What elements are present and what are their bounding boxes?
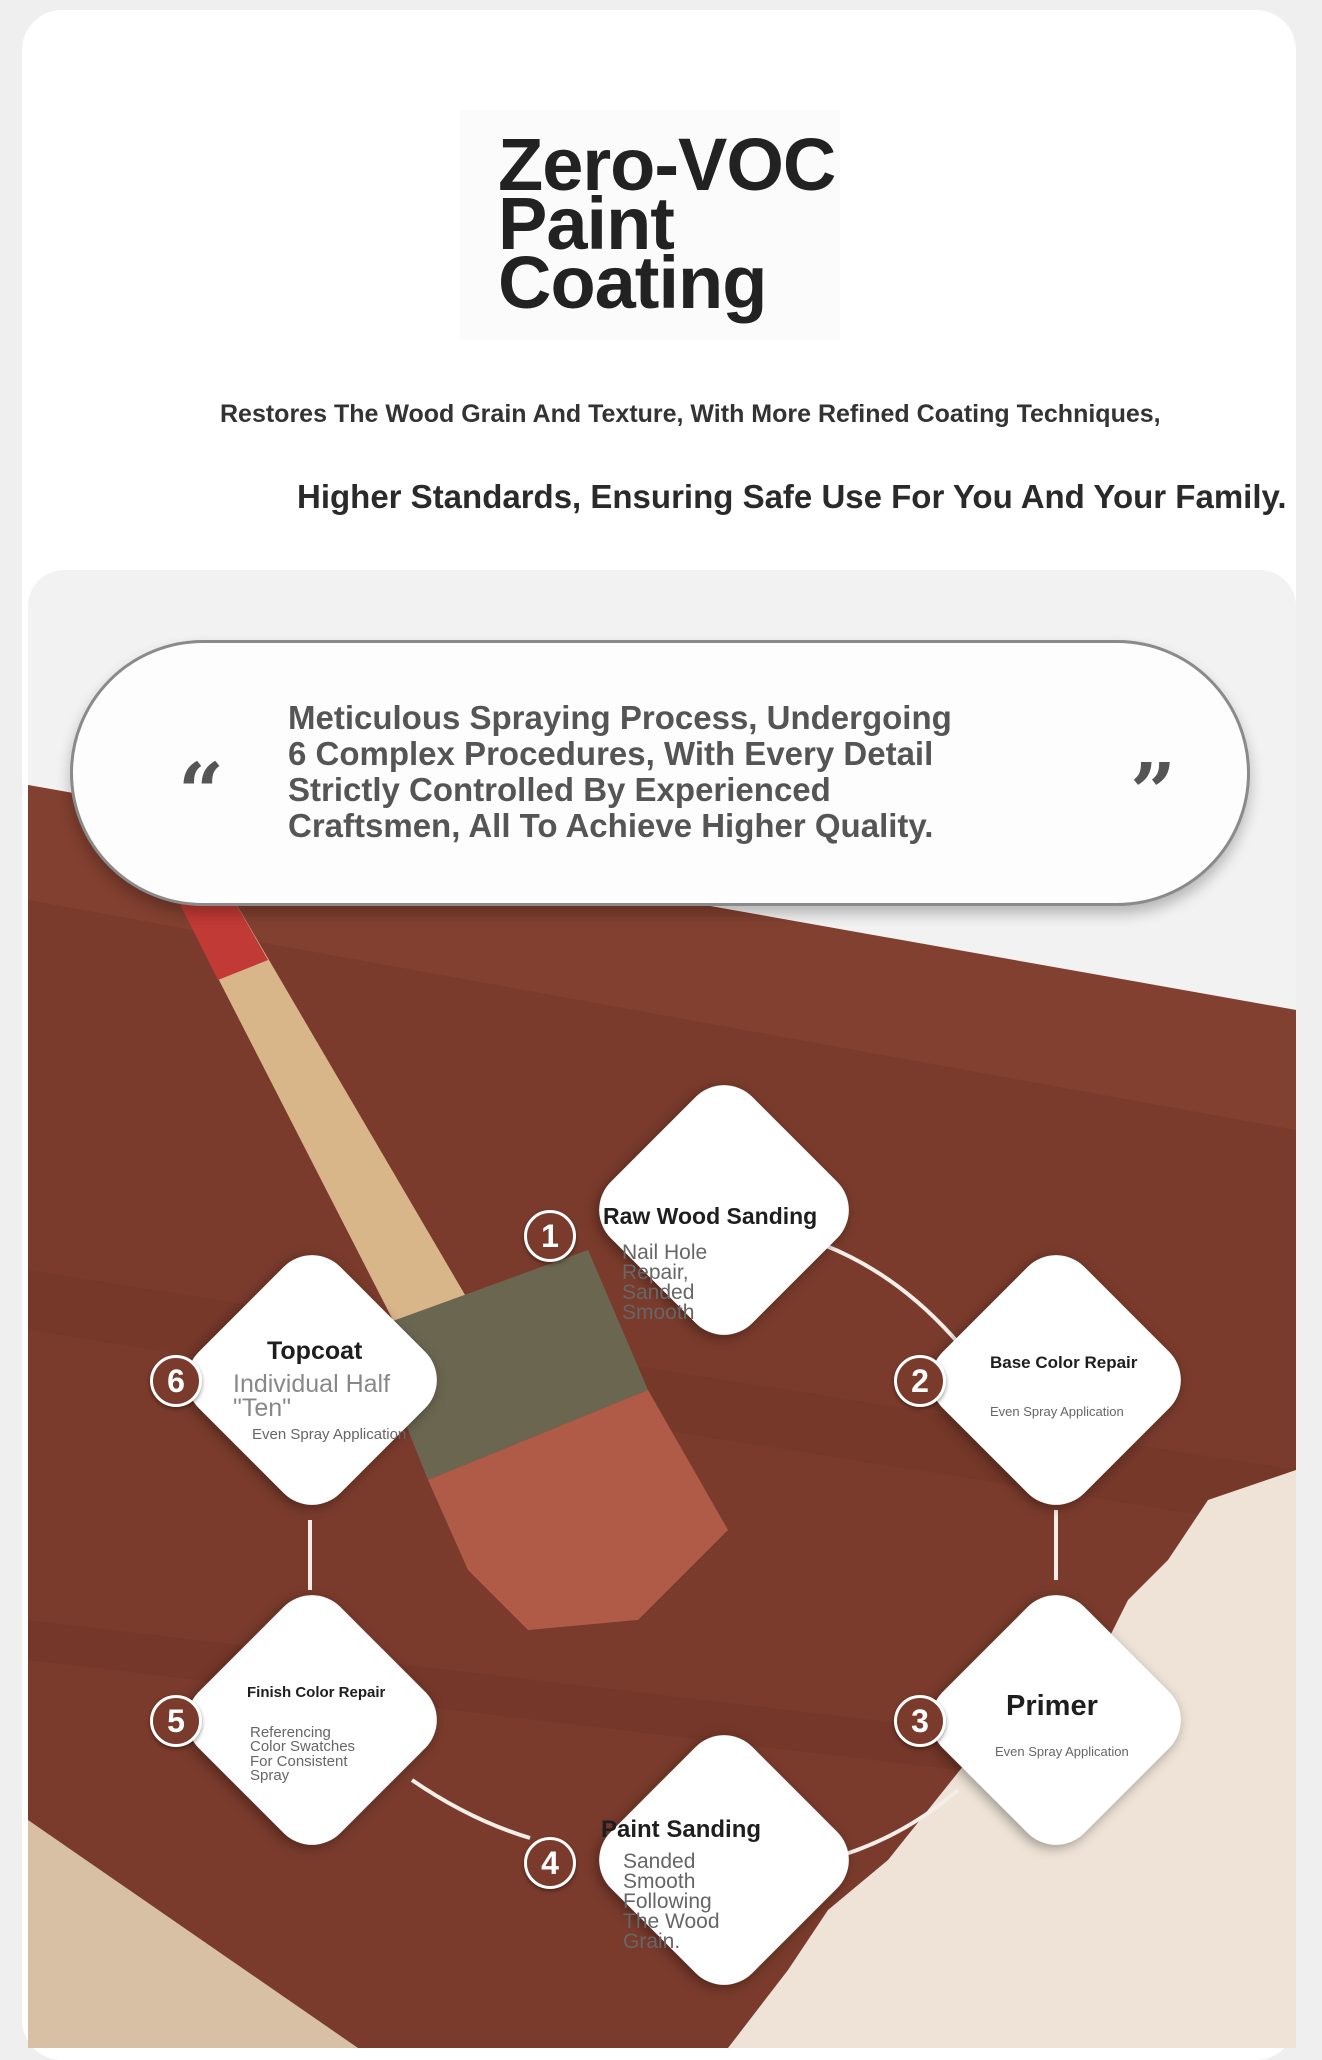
step-1-desc-line: Repair, — [622, 1260, 689, 1284]
step-5-desc-line: Referencing — [250, 1724, 331, 1741]
title-line-3: Coating — [498, 241, 767, 324]
step-1-desc — [622, 1243, 707, 1323]
quote-line: 6 Complex Procedures, With Every Detail — [288, 735, 934, 772]
step-6-desc — [233, 1370, 391, 1422]
step-4-desc-line: Grain. — [623, 1929, 681, 1953]
step-1-badge: 1 — [524, 1210, 576, 1262]
step-1-desc-line: Nail Hole — [622, 1241, 708, 1264]
step-4-badge: 4 — [524, 1837, 576, 1889]
step-6-desc-line: Individual Half — [233, 1370, 391, 1398]
step-1-desc-line: Sanded — [622, 1280, 695, 1304]
step-5-desc-line: For Consistent — [250, 1752, 348, 1770]
step-1-title: Raw Wood Sanding — [603, 1203, 818, 1229]
close-quote-icon: ” — [1130, 745, 1177, 839]
step-5-desc-line: Spray — [250, 1766, 290, 1784]
step-3-title: Primer — [1006, 1690, 1098, 1722]
subtitle-line-1: Restores The Wood Grain And Texture, With More Refined Coating Techniques, — [220, 400, 1161, 428]
title-line-1: Zero-VOC — [498, 123, 836, 206]
step-2-title: Base Color Repair — [990, 1353, 1138, 1372]
step-2-desc: Even Spray Application — [990, 1404, 1124, 1419]
connector-1-2 — [824, 1245, 960, 1345]
step-5-title: Finish Color Repair — [247, 1684, 386, 1701]
connector-4-5 — [412, 1780, 530, 1838]
title-line-2: Paint — [498, 182, 674, 265]
step-4-title: Paint Sanding — [601, 1816, 762, 1843]
step-6-title: Topcoat — [267, 1337, 363, 1365]
step-4-desc-line: The Wood — [623, 1909, 720, 1933]
step-1-desc-line: Smooth — [622, 1300, 695, 1324]
step-5-desc-line: Color Swatches — [250, 1738, 356, 1756]
subtitle-line-2: Higher Standards, Ensuring Safe Use For You And Your Family. — [297, 478, 1287, 515]
step-3-badge: 3 — [894, 1695, 946, 1747]
open-quote-icon: “ — [178, 745, 225, 839]
step-5-desc — [250, 1726, 355, 1783]
step-4-desc-line: Following — [623, 1889, 712, 1913]
step-5-badge: 5 — [150, 1695, 202, 1747]
step-6-desc-line: "Ten" — [233, 1393, 292, 1422]
step-3-desc: Even Spray Application — [995, 1744, 1129, 1759]
quote-line: Craftsmen, All To Achieve Higher Quality. — [288, 807, 934, 844]
step-4-desc-line: Sanded — [623, 1850, 696, 1873]
step-6-badge: 6 — [150, 1355, 202, 1407]
quote-line: Meticulous Spraying Process, Undergoing — [288, 699, 952, 736]
step-2-badge: 2 — [894, 1355, 946, 1407]
step-6-desc-extra: Even Spray Application — [252, 1426, 407, 1443]
quote-line: Strictly Controlled By Experienced — [288, 771, 831, 808]
step-4-desc-line: Smooth — [623, 1869, 696, 1893]
step-4-desc — [623, 1852, 720, 1952]
